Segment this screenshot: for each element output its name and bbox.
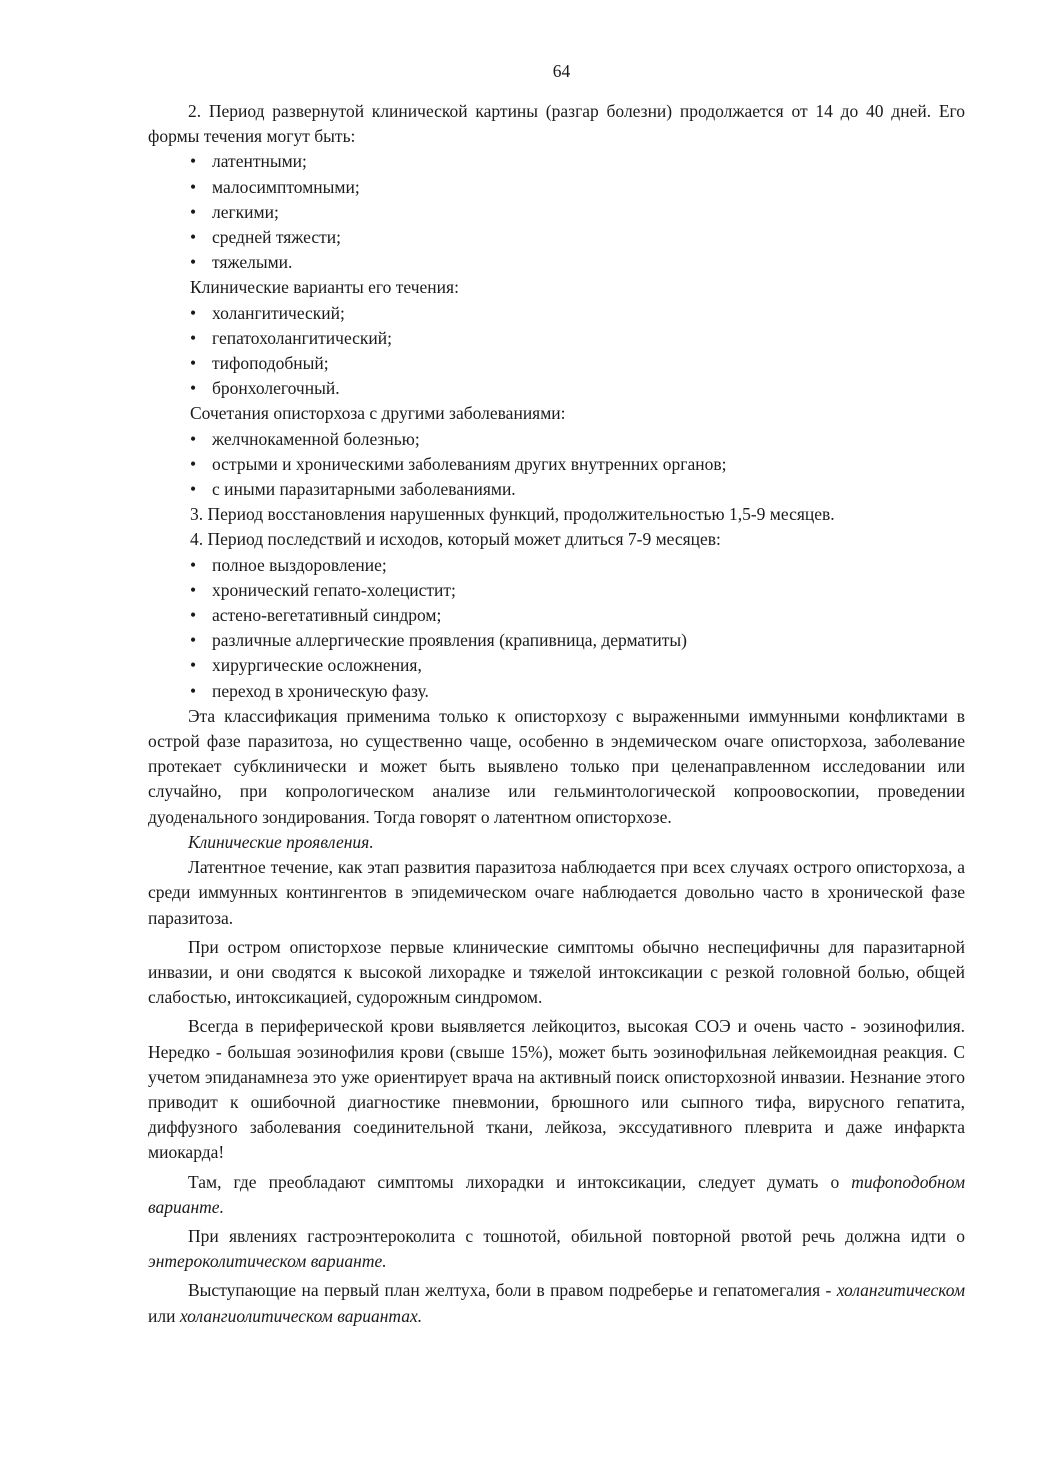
page-body xyxy=(148,99,965,1329)
variant-term: холангитическом xyxy=(836,1280,965,1301)
paragraph-text: Выступающие на первый план желтуха, боли в правом подреберье и гепатомегалия - xyxy=(188,1280,837,1301)
paragraph-text: Там, где преобладают симптомы лихорадки и интоксикации, следует думать о xyxy=(188,1171,852,1192)
list-item: • острыми и хроническими заболеваниям других внутренних органов; xyxy=(148,452,965,477)
list-item: • тяжелыми. xyxy=(148,250,965,275)
typhoid-variant-paragraph xyxy=(148,1170,965,1220)
list-item: • гепатохолангитический; xyxy=(148,326,965,351)
paragraph-text: При явлениях гастроэнтероколита с тошнотой, обильной повторной рвотой речь должна идти о xyxy=(188,1225,965,1246)
acute-paragraph: При остром описторхозе первые клинические симптомы обычно неспецифичны для паразитарной инвазии, и они сводятся к высокой лихорадке и тяжелой интоксикации с резкой головной болью, общей слабостью, интоксикацией, судорожным синдромом. xyxy=(148,936,965,1008)
variants-heading: Клинические варианты его течения: xyxy=(190,277,459,298)
period-2-paragraph: 2. Период развернутой клинической картины (разгар болезни) продолжается от 14 до 40 дней. Его формы течения могут быть: xyxy=(148,101,965,147)
list-item: • бронхолегочный. xyxy=(148,376,965,401)
classification-paragraph: Эта классификация применима только к описторхозу с выраженными иммунными конфликтами в острой фазе паразитоза, но существенно чаще, особенно в эндемическом очаге описторхоза, заболевание протекает субклинически и может быть выявлено только при целенаправленном исследовании или случайно, при копрологическом анализе или гельминтологической копроовоскопии, проведении дуоденального зондирования. Тогда говорят о латентном описторхозе. xyxy=(148,705,965,827)
list-item: • тифоподобный; xyxy=(148,351,965,376)
outcomes-list xyxy=(148,553,965,704)
variants-list xyxy=(148,301,965,402)
list-item: • малосимптомными; xyxy=(148,175,965,200)
combos-heading: Сочетания описторхоза с другими заболеваниями: xyxy=(190,403,566,424)
blood-findings-paragraph: Всегда в периферической крови выявляется лейкоцитоз, высокая СОЭ и очень часто - эозинофилия. Нередко - большая эозинофилия крови (свыше 15%), может быть эозинофильная лейкемоидная реакция. С учетом эпиданамнеза это уже ориентирует врача на активный поиск описторхозной инвазии. Незнание этого приводит к ошибочной диагностике пневмонии, брюшного или сыпного тифа, вирусного гепатита, диффузного заболевания соединительной ткани, лейкоза, экссудативного плеврита и даже инфаркта миокарда! xyxy=(148,1016,965,1163)
period-4-paragraph: 4. Период последствий и исходов, который может длиться 7-9 месяцев: xyxy=(190,529,721,550)
paragraph-text: или xyxy=(148,1305,180,1326)
list-item: • латентными; xyxy=(148,149,965,174)
list-item: • хронический гепато-холецистит; xyxy=(148,578,965,603)
variant-term: энтероколитическом варианте. xyxy=(148,1251,387,1272)
list-item: • переход в хроническую фазу. xyxy=(148,679,965,704)
list-item: • средней тяжести; xyxy=(148,225,965,250)
latent-course-paragraph: Латентное течение, как этап развития паразитоза наблюдается при всех случаях острого описторхоза, а среди иммунных контингентов в эпидемическом очаге наблюдается довольно часто в хронической фазе паразитоза. xyxy=(148,857,965,928)
list-item: • астено-вегетативный синдром; xyxy=(148,603,965,628)
variant-term: холангиолитическом вариантах. xyxy=(179,1305,423,1326)
combos-list xyxy=(148,427,965,503)
list-item: • желчнокаменной болезнью; xyxy=(148,427,965,452)
variant-term: тифоподобном варианте. xyxy=(148,1171,965,1217)
period-3-paragraph: 3. Период восстановления нарушенных функций, продолжительностью 1,5-9 месяцев. xyxy=(190,504,835,525)
list-item: • с иными паразитарными заболеваниями. xyxy=(148,477,965,502)
list-item: • холангитический; xyxy=(148,301,965,326)
page-number: 64 xyxy=(552,61,571,81)
list-item: • полное выздоровление; xyxy=(148,553,965,578)
list-item: • различные аллергические проявления (крапивница, дерматиты) xyxy=(148,628,965,653)
list-item: • хирургические осложнения, xyxy=(148,653,965,678)
forms-list xyxy=(148,149,965,275)
cholangitic-variant-paragraph xyxy=(148,1278,965,1328)
manifestations-heading: Клинические проявления. xyxy=(188,831,374,852)
list-item: • легкими; xyxy=(148,200,965,225)
enterocolitic-variant-paragraph xyxy=(148,1224,965,1274)
